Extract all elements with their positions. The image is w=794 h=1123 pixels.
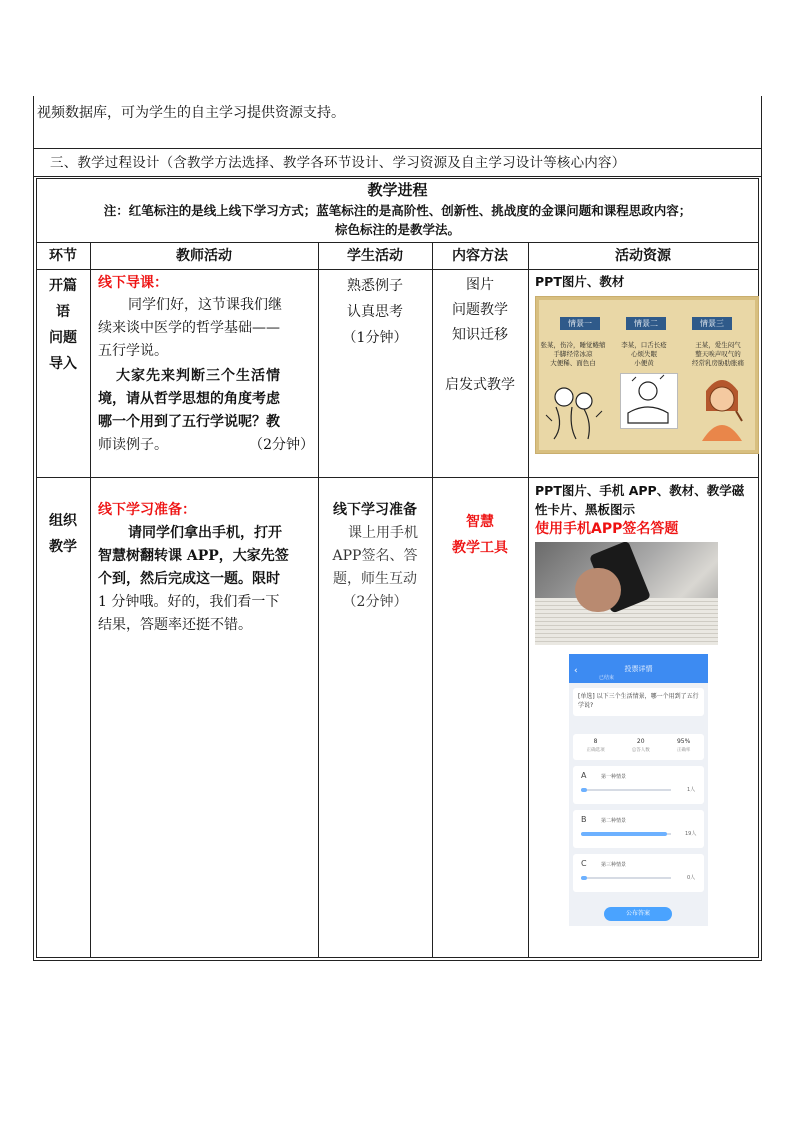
- option-b-count: 19人: [685, 831, 697, 837]
- col-line-4: [528, 242, 529, 958]
- page-left-border: [33, 96, 34, 961]
- row2-stage: [36, 508, 90, 560]
- phone-stats: [573, 734, 704, 760]
- option-card-a[interactable]: [573, 766, 704, 804]
- intro-line: 视频数据库，可为学生的自主学习提供资源支持。: [37, 105, 345, 121]
- row1-teacher-text: [98, 294, 314, 457]
- inner-top-border: [36, 178, 759, 179]
- phone-header-sub: 已结束: [599, 675, 615, 681]
- phone-screenshot: [569, 654, 708, 926]
- phone-header-title: 投票详情: [624, 665, 653, 673]
- row1-teacher-p2-l4a: 师读例子。: [98, 437, 168, 453]
- row2-teacher-l4: 1 分钟哦。好的，我们看一下: [98, 594, 280, 610]
- row2-teacher-heading: 线下学习准备：: [98, 502, 196, 518]
- row2-student-heading: 线下学习准备: [333, 502, 417, 518]
- phone-question-card: [573, 688, 704, 716]
- inner-bottom-border: [36, 957, 759, 958]
- back-arrow-icon[interactable]: ‹: [574, 666, 578, 676]
- slide-text-3-l1: 王某，爱生闷气: [695, 341, 741, 349]
- header-method: 内容方法: [452, 248, 508, 264]
- row1-stage: [36, 273, 90, 377]
- row1-teacher-heading: 线下导课：: [98, 275, 168, 291]
- col-line-1: [90, 242, 91, 958]
- row2-resource-l2: 性卡片、黑板图示: [535, 502, 636, 517]
- publish-answer-button[interactable]: 公布答案: [604, 907, 672, 921]
- slide-tab-2: 情景二: [626, 317, 666, 330]
- stat-total: [632, 734, 650, 760]
- slide-text-2-l2: 心烦失眠: [631, 350, 657, 358]
- option-a-letter: A: [581, 771, 587, 780]
- row2-student-l3: 题，师生互动: [333, 571, 417, 587]
- option-b-label: 第二种情景: [601, 818, 627, 824]
- phone-question: [单选] 以下三个生活情景，哪一个用到了五行学说?: [578, 693, 699, 709]
- row1-student: [318, 273, 432, 351]
- row2-method-l2: 教学工具: [452, 540, 508, 556]
- slide-text-2: [612, 341, 676, 368]
- slide-text-2-l1: 李某，口舌长疮: [621, 341, 667, 349]
- stat-correct-value: 8: [593, 738, 598, 745]
- slide-text-3: [680, 341, 756, 368]
- progress-title: 教学进程: [367, 181, 428, 199]
- row1-teacher-p2-l4: [98, 434, 314, 457]
- option-card-b[interactable]: [573, 810, 704, 848]
- row2-teacher-l1: 请同学们拿出手机，打开: [128, 525, 282, 541]
- row1-method-l2: 问题教学: [452, 302, 508, 318]
- row1-student-l3: （1分钟）: [342, 330, 408, 346]
- slide-text-1: [540, 341, 606, 368]
- stat-correct: [587, 734, 605, 760]
- stat-total-label: 总答人数: [631, 748, 650, 753]
- page-right-border: [761, 96, 762, 961]
- header-bottom-line: [36, 269, 759, 270]
- row2-student-l2: APP签名、答: [332, 548, 418, 564]
- slide-tab-3: 情景三: [692, 317, 732, 330]
- cartoon-sick-person-icon: [620, 373, 676, 427]
- row2-resource: [535, 481, 757, 540]
- row2-stage-l1: 组织: [49, 513, 77, 529]
- option-a-bar: [581, 788, 587, 792]
- header-teacher: 教师活动: [176, 248, 232, 264]
- row2-student-text: [318, 522, 432, 614]
- row1-student-l2: 认真思考: [347, 304, 403, 320]
- slide-text-2-l3: 小便黄: [634, 359, 654, 367]
- photo-hand: [575, 568, 621, 612]
- row2-resource-l1: PPT图片、手机 APP、教材、教学磁: [535, 483, 745, 498]
- row1-method-l3: 知识迁移: [452, 327, 508, 343]
- row2-teacher-l2: 智慧树翻转课 APP，大家先签: [98, 548, 289, 564]
- row1-teacher-time: （2分钟）: [249, 437, 314, 453]
- row1-stage-l1: 开篇: [49, 278, 77, 294]
- progress-note-line2: 棕色标注的是教学法。: [334, 222, 460, 237]
- option-c-bar: [581, 876, 587, 880]
- slide-text-3-l3: 经常乳房胁肋胀痛: [692, 359, 744, 367]
- ppt-slide-image: [535, 296, 759, 454]
- slide-text-1-l1: 张某，伤冷，睡觉蜷缩: [540, 341, 606, 349]
- cartoon-angry-woman-icon: [692, 371, 752, 441]
- row2-resource-red: 使用手机APP签名答题: [535, 521, 679, 537]
- slide-text-1-l2: 手脚经常冰凉: [553, 350, 593, 358]
- option-a-label: 第一种情景: [601, 774, 627, 780]
- header-student: 学生活动: [347, 248, 403, 264]
- divider-top: [33, 148, 762, 149]
- row1-teacher-p1-l3: 五行学说。: [98, 343, 168, 359]
- stat-rate-value: 95%: [676, 738, 691, 745]
- phone-photo: [535, 542, 718, 645]
- option-card-c[interactable]: [573, 854, 704, 892]
- option-c-label: 第三种情景: [601, 862, 627, 868]
- option-c-letter: C: [581, 859, 587, 868]
- row1-stage-l4: 导入: [49, 356, 77, 372]
- row2-student-l4: （2分钟）: [342, 594, 408, 610]
- header-stage: 环节: [49, 248, 77, 264]
- slide-tab-1: 情景一: [560, 317, 600, 330]
- row1-teacher-p1-l1: 同学们好，这节课我们继: [128, 297, 282, 313]
- cartoon-cold-person-icon: [544, 381, 604, 441]
- progress-note-line1: 注：红笔标注的是线上线下学习方式；蓝笔标注的是高阶性、创新性、挑战度的金课问题和课程思政内容；: [103, 203, 692, 218]
- slide-text-1-l3: 大便稀、面色白: [550, 359, 596, 367]
- row1-resource: PPT图片、教材: [535, 274, 625, 289]
- slide-text-3-l2: 整天唉声叹气的: [695, 350, 741, 358]
- row1-stage-l2: 语: [56, 304, 70, 320]
- header-top-line: [36, 242, 759, 243]
- stat-rate-label: 正确率: [676, 748, 691, 753]
- stat-rate: [677, 734, 691, 760]
- row2-stage-l2: 教学: [49, 539, 77, 555]
- option-b-bar: [581, 832, 667, 836]
- row2-teacher-l5: 结果，答题率还挺不错。: [98, 617, 252, 633]
- row1-teacher-p2-l3-text: 哪一个用到了五行学说呢？教: [98, 414, 280, 430]
- section3-title: 三、教学过程设计（含教学方法选择、教学各环节设计、学习资源及自主学习设计等核心内容）: [50, 155, 626, 171]
- row1-teacher-p2-l2: 境，请从哲学思想的角度考虑: [98, 391, 280, 407]
- row1-method-l1: 图片: [466, 277, 494, 293]
- header-resource: 活动资源: [615, 248, 671, 264]
- row2-teacher-text: [98, 522, 314, 637]
- option-a-count: 1人: [687, 787, 696, 793]
- option-a-track: [581, 789, 671, 791]
- row1-student-l1: 熟悉例子: [347, 278, 403, 294]
- phone-header: [569, 663, 708, 683]
- row1-method: [432, 273, 528, 398]
- divider-section3: [33, 176, 762, 177]
- row2-student-l1: 课上用手机: [348, 525, 418, 541]
- row1-teacher-p1-l2: 续来谈中医学的哲学基础——: [98, 320, 280, 336]
- option-c-track: [581, 877, 671, 879]
- stat-correct-label: 正确选项: [586, 748, 605, 753]
- row1-teacher-p2-l3: [98, 411, 314, 434]
- option-c-count: 0人: [687, 875, 696, 881]
- option-b-letter: B: [581, 815, 587, 824]
- inner-right-border: [758, 178, 759, 958]
- phone-status-bar: [569, 654, 708, 663]
- stat-total-value: 20: [636, 738, 645, 745]
- row1-teacher-p2-l1: 大家先来判断三个生活情: [116, 368, 281, 384]
- row2-teacher-l3: 个到，然后完成这一题。限时: [98, 571, 280, 587]
- row1-stage-l3: 问题: [49, 330, 77, 346]
- row2-method-l1: 智慧: [466, 514, 494, 530]
- row1-bottom-line: [36, 477, 759, 478]
- divider-bottom: [33, 960, 762, 961]
- row1-method-l4: 启发式教学: [445, 377, 515, 393]
- row2-method: [432, 509, 528, 561]
